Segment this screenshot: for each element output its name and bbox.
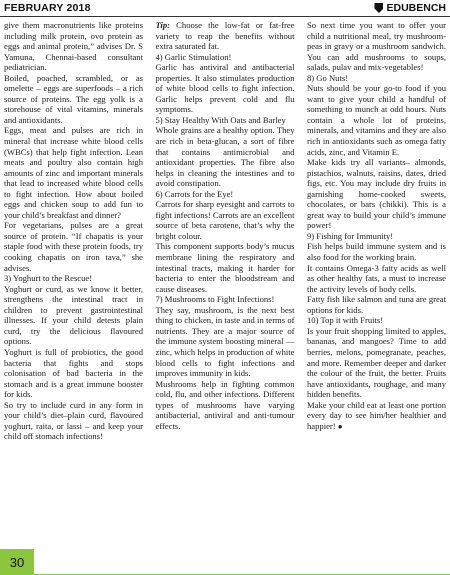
- closing-text: Make your child eat at least one portion every day to see him/her healthier and happier!: [307, 399, 446, 431]
- column-3: [307, 20, 446, 442]
- paragraph: This component supports body’s mucus membrane lining the respiratory and intestinal tracts, making it harder for bacteria to enter the bloodstream and cause diseases.: [155, 241, 295, 294]
- paragraph: So try to include curd in any form in your child’s diet–plain curd, flavoured yoghurt, raita, or lassi – and keep your child off stomach infections!: [4, 399, 143, 442]
- column-1: [4, 20, 143, 442]
- paragraph: Fish helps build immune system and is also food for the working brain.: [307, 241, 446, 263]
- brand-name: EDUBENCH: [386, 2, 446, 14]
- tip-text: Choose the low-fat or fat-free variety to reap the benefits without extra saturated fat.: [155, 20, 295, 52]
- tip-label: Tip:: [155, 20, 170, 30]
- section-heading: 3) Yoghurt to the Rescue!: [4, 273, 93, 284]
- paragraph: Mushrooms help in fighting common cold, flu, and other infections. Different types of mushrooms have varying antibacterial, antiviral and anti-tumour effects.: [155, 378, 295, 431]
- paragraph: For vegetarians, pulses are a great source of protein. “If chapatis is your staple food with these protein foods, try cooking chapatis on iron tava,” she advises.: [4, 220, 143, 273]
- section-heading: 5) Stay Healthy With Oats and Barley: [155, 114, 286, 125]
- section-heading: 8) Go Nuts!: [307, 72, 349, 83]
- paragraph: Yoghurt is full of probiotics, the good bacteria that fights and stops colonisation of bad bacteria in the stomach and is a great immune booster for kids.: [4, 346, 143, 400]
- section-heading: 9) Fishing for Immunity!: [307, 230, 394, 241]
- shield-icon: [374, 3, 383, 13]
- paragraph: give them macronutrients like proteins including milk protein, ovo protein as eggs and animal protein,” advises Dr. S Yamuna, Chennai-based consultant pediatrician.: [4, 20, 143, 73]
- article-body: [4, 20, 446, 442]
- paragraph: Whole grains are a healthy option. They are rich in beta-glucan, a sort of fibre that contains antimicrobial and antioxidant properties. The fibre also helps in cleaning the intestines and to avoid constipation.: [155, 125, 295, 189]
- section-heading: 10) Top it with Fruits!: [307, 315, 384, 326]
- issue-date: FEBRUARY 2018: [4, 2, 91, 14]
- section-heading: 7) Mushrooms to Fight Infections!: [155, 294, 275, 305]
- paragraph: Garlic has antiviral and antibacterial properties. It also stimulates production of white blood cells to fight infection. Garlic helps prevent cold and flu symptoms.: [155, 62, 295, 115]
- paragraph: They say, mushroom, is the next best thing to chicken, in taste and in terms of nutrients. They are a major source of the immune system boosting mineral — zinc, which helps in production of white blood cells to fight infections and improves immunity in kids.: [155, 304, 295, 379]
- paragraph: So next time you want to offer your child a nutritional meal, try mushroom-peas in gravy or a mushroom sandwich. You can add mushrooms to soups, salads, pulav and mix-vegetables!: [307, 20, 446, 73]
- paragraph: Fatty fish like salmon and tuna are great options for kids.: [307, 294, 446, 315]
- paragraph: It contains Omega-3 fatty acids as well as other healthy fats, a must to increase the activity levels of body cells.: [307, 262, 446, 294]
- paragraph: Yoghurt or curd, as we know it better, strengthens the intestinal tract in children to prevent gastrointestinal illnesses. If your child detests plain curd, try the delicious flavoured options.: [4, 283, 143, 347]
- paragraph: Is your fruit shopping limited to apples, bananas, and mangoes? Time to add berries, melons, pomegranate, peaches, and more. Remember deeper and darker the colour of the fruit, the better. Fruits have antioxidants, roughage, and many hidden benefits.: [307, 325, 446, 400]
- column-2: [156, 20, 295, 442]
- page-header: [0, 0, 450, 17]
- tip-paragraph: [156, 20, 295, 52]
- page-number: 30: [0, 549, 34, 575]
- paragraph: Boiled, poached, scrambled, or as omelette – eggs are superfoods – a rich source of proteins. The egg yolk is a storehouse of vital vitamins, minerals and antioxidants.: [4, 72, 143, 125]
- section-heading: 6) Carrots for the Eye!: [155, 188, 234, 199]
- paragraph: Make kids try all variants– almonds, pistachios, walnuts, raisins, dates, dried figs, etc. You may include dry fruits in garnishing home-cooked sweets, chocolates, or bars (chikki). This is a great way to build your child’s immune power!: [307, 157, 446, 231]
- paragraph: Nuts should be your go-to food if you want to give your child a handful of something to munch at odd hours. Nuts contain a whole lot of proteins, minerals, and vitamins and they are also rich in antioxidants such as omega fatty acids, zinc, and Vitamin E.: [307, 83, 446, 157]
- section-heading: 4) Garlic Stimulation!: [155, 51, 232, 62]
- brand-logo: [374, 2, 450, 14]
- closing-paragraph: [307, 400, 446, 433]
- paragraph: Carrots for sharp eyesight and carrots to fight infections! Carrots are an excellent source of beta carotene, that’s why the bright colour.: [155, 199, 295, 241]
- end-mark-icon: ●: [337, 421, 343, 431]
- paragraph: Eggs, meat and pulses are rich in mineral that increase white blood cells (WBCs) that help fight infection. Lean meats and poultry also contain high amounts of zinc and important minerals that lead to increased white blood cells to fight infection. How about boiled eggs and chicken soup to add fun to your child’s breakfast and dinner?: [4, 125, 143, 220]
